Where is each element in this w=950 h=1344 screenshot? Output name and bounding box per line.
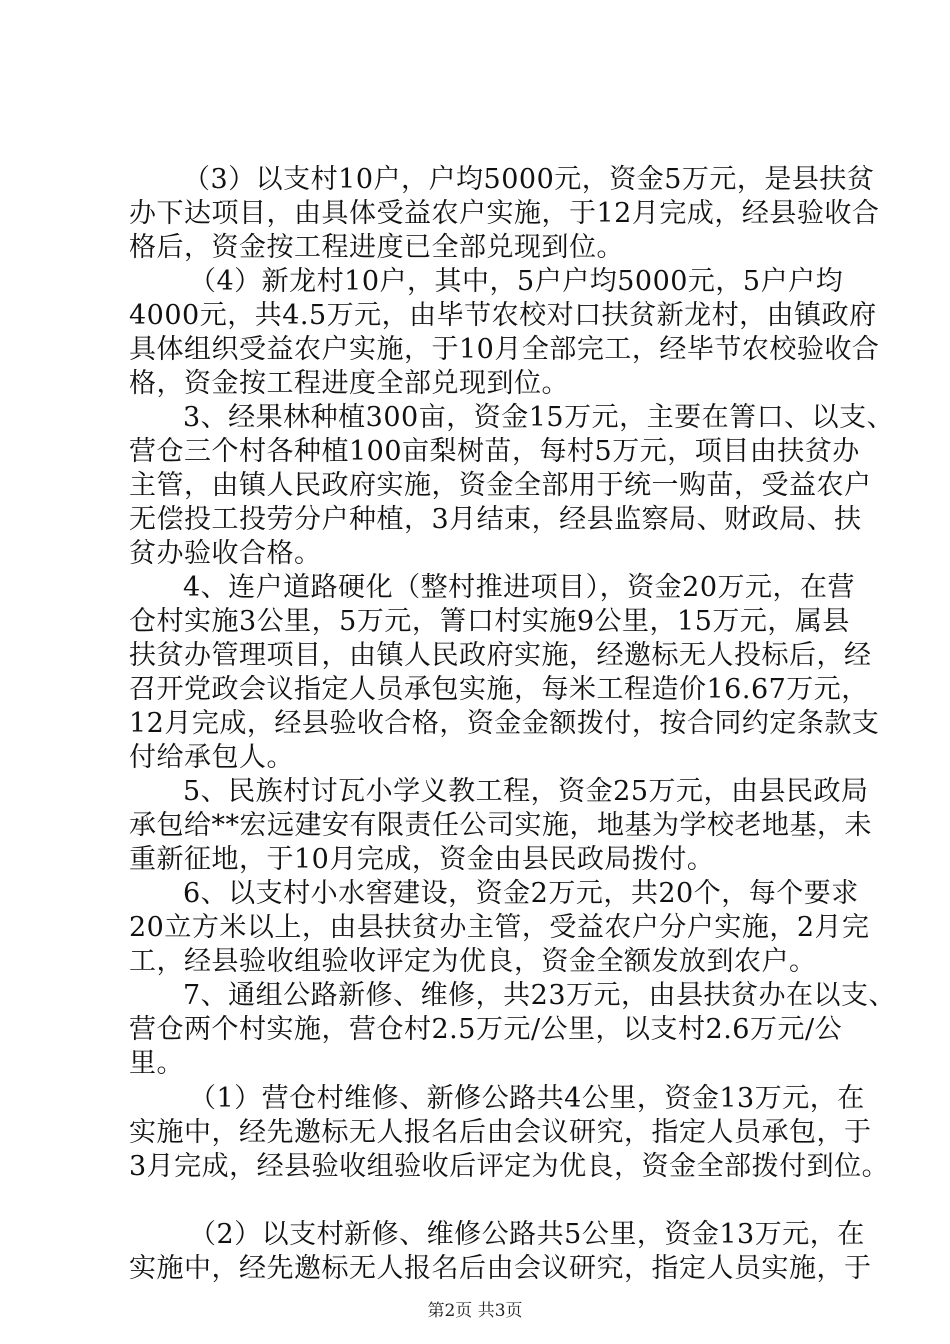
text-line: 7、通组公路新修、维修，共23万元，由县扶贫办在以支、 (183, 980, 897, 1011)
text-line: 实施中，经先邀标无人报名后由会议研究，指定人员承包，于 (129, 1117, 872, 1148)
text-line: 工，经县验收组验收评定为优良，资金全额发放到农户。 (129, 946, 817, 977)
text-line: 12月完成，经县验收合格，资金金额拨付，按合同约定条款支 (129, 708, 880, 739)
text-line: 具体组织受益农户实施，于10月全部完工，经毕节农校验收合 (129, 334, 880, 365)
text-line: （2）以支村新修、维修公路共5公里，资金13万元，在 (189, 1219, 865, 1250)
text-line: （1）营仓村维修、新修公路共4公里，资金13万元，在 (189, 1083, 865, 1114)
text-line: 4000元，共4.5万元，由毕节农校对口扶贫新龙村，由镇政府 (129, 300, 877, 331)
text-line: 实施中，经先邀标无人报名后由会议研究，指定人员实施，于 (129, 1253, 872, 1284)
text-line: 主管，由镇人民政府实施，资金全部用于统一购苗，受益农户 (129, 470, 872, 501)
text-line: 扶贫办管理项目，由镇人民政府实施，经邀标无人投标后，经 (129, 640, 872, 671)
text-line: 20立方米以上，由县扶贫办主管，受益农户分户实施，2月完 (129, 912, 870, 943)
text-line: 营仓三个村各种植100亩梨树苗，每村5万元，项目由扶贫办 (129, 436, 860, 467)
text-line: 5、民族村讨瓦小学义教工程，资金25万元，由县民政局 (183, 776, 869, 807)
text-line: 3月完成，经县验收组验收后评定为优良，资金全部拨付到位。 (129, 1151, 890, 1182)
text-line: 格后，资金按工程进度已全部兑现到位。 (129, 232, 624, 263)
text-line: 重新征地，于10月完成，资金由县民政局拨付。 (129, 844, 715, 875)
text-line: 营仓两个村实施，营仓村2.5万元/公里，以支村2.6万元/公 (129, 1014, 843, 1045)
text-line: 贫办验收合格。 (129, 538, 322, 569)
text-line: 办下达项目，由具体受益农户实施，于12月完成，经县验收合 (129, 198, 880, 229)
text-line: 仓村实施3公里，5万元，箐口村实施9公里，15万元，属县 (129, 606, 850, 637)
text-line: 3、经果林种植300亩，资金15万元，主要在箐口、以支、 (183, 402, 895, 433)
text-line: 4、连户道路硬化（整村推进项目），资金20万元，在营 (183, 572, 856, 603)
page-number-footer: 第2页 共3页 (427, 1301, 523, 1321)
text-line: 召开党政会议指定人员承包实施，每米工程造价16.67万元， (129, 674, 869, 705)
text-line: 无偿投工投劳分户种植，3月结束，经县监察局、财政局、扶 (129, 504, 862, 535)
text-line: 付给承包人。 (129, 742, 294, 773)
text-line: 承包给**宏远建安有限责任公司实施，地基为学校老地基，未 (129, 810, 872, 841)
text-line: 里。 (129, 1048, 184, 1079)
text-line: （3）以支村10户，户均5000元，资金5万元，是县扶贫 (183, 164, 875, 195)
text-line: （4）新龙村10户，其中，5户户均5000元，5户户均 (189, 266, 844, 297)
text-line: 6、以支村小水窖建设，资金2万元，共20个，每个要求 (183, 878, 859, 909)
text-line: 格，资金按工程进度全部兑现到位。 (129, 368, 569, 399)
